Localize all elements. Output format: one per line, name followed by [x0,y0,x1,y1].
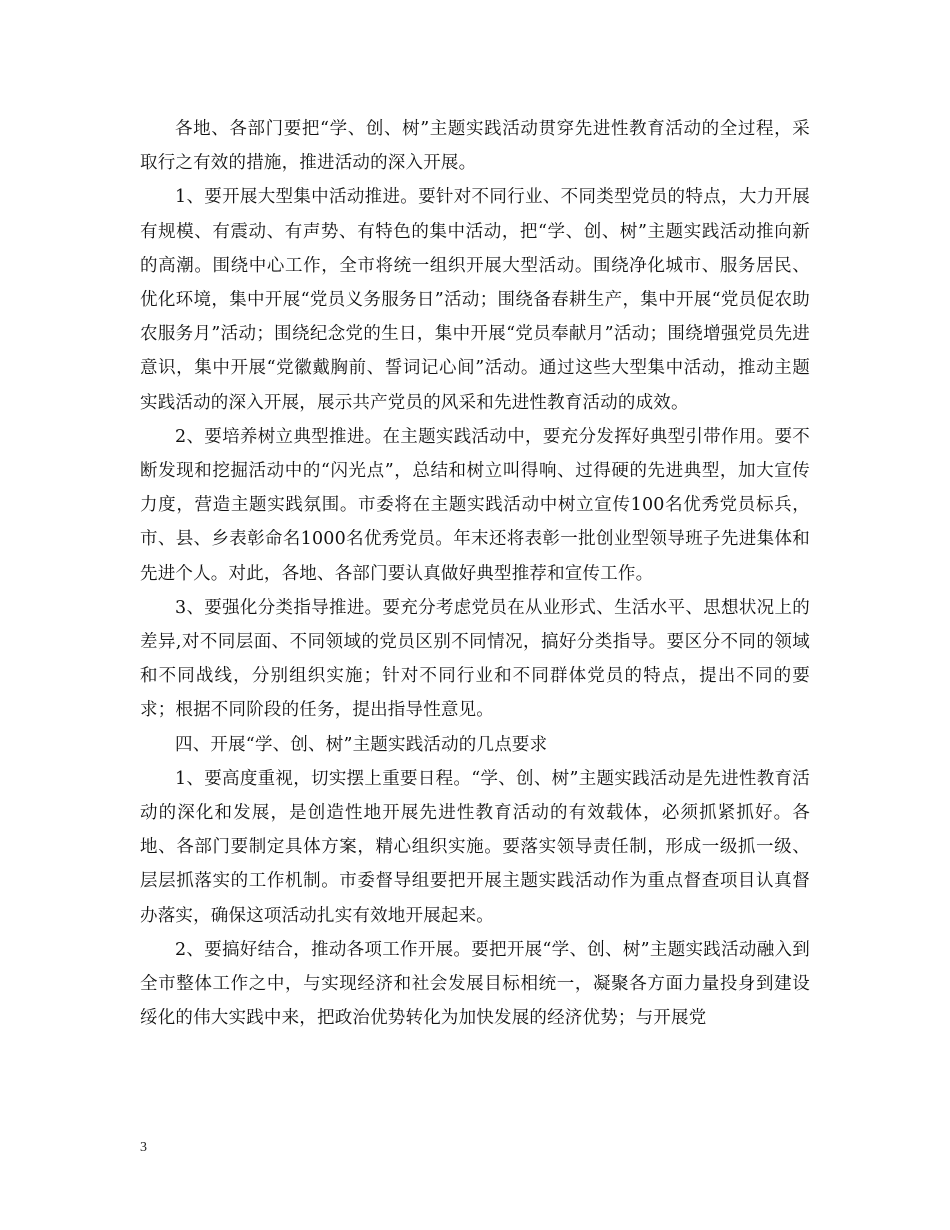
paragraph-item-3-guidance: 3、要强化分类指导推进。要充分考虑党员在从业形式、生活水平、思想状况上的差异,对不同层面、不同领域的党员区别不同情况，搞好分类指导。要区分不同的领域和不同战线，分别组织实施；针对不同行业和不同群体党员的特点，提出不同的要求；根据不同阶段的任务，提出指导性意见。 [140,597,810,721]
paragraph-item-1-large-activities: 1、要开展大型集中活动推进。要针对不同行业、不同类型党员的特点，大力开展有规模、有震动、有声势、有特色的集中活动，把“学、创、树”主题实践活动推向新的高潮。围绕中心工作，全市将统一组织开展大型活动。围绕净化城市、服务居民、优化环境，集中开展“党员义务服务日”活动；围绕备春耕生产，集中开展“党员促农助农服务月”活动；围绕纪念党的生日，集中开展“党员奉献月”活动；围绕增强党员先进意识，集中开展“党徽戴胸前、誓词记心间”活动。通过这些大型集中活动，推动主题实践活动的深入开展，展示共产党员的风采和先进性教育活动的成效。 [140,187,810,413]
paragraph-intro: 各地、各部门要把“学、创、树”主题实践活动贯穿先进性教育活动的全过程，采取行之有效的措施，推进活动的深入开展。 [140,119,810,174]
paragraph-requirement-1: 1、要高度重视，切实摆上重要日程。“学、创、树”主题实践活动是先进性教育活动的深化和发展，是创造性地开展先进性教育活动的有效载体，必须抓紧抓好。各地、各部门要制定具体方案，精心组织实施。要落实领导责任制，形成一级抓一级、层层抓落实的工作机制。市委督导组要把开展主题实践活动作为重点督查项目认真督办落实，确保这项活动扎实有效地开展起来。 [140,768,810,926]
paragraph-item-2-models: 2、要培养树立典型推进。在主题实践活动中，要充分发挥好典型引带作用。要不断发现和挖掘活动中的“闪光点”，总结和树立叫得响、过得硬的先进典型，加大宣传力度，营造主题实践氛围。市委将在主题实践活动中树立宣传100名优秀党员标兵，市、县、乡表彰命名1000名优秀党员。年末还将表彰一批创业型领导班子先进集体和先进个人。对此，各地、各部门要认真做好典型推荐和宣传工作。 [140,426,810,584]
section-heading-four: 四、开展“学、创、树”主题实践活动的几点要求 [175,734,548,755]
paragraph-requirement-2: 2、要搞好结合，推动各项工作开展。要把开展“学、创、树”主题实践活动融入到全市整体工作之中，与实现经济和社会发展目标相统一，凝聚各方面力量投身到建设绥化的伟大实践中来，把政治优势转化为加快发展的经济优势；与开展党 [140,939,810,1029]
page-number: 3 [140,1140,147,1155]
document-body [140,112,810,1035]
